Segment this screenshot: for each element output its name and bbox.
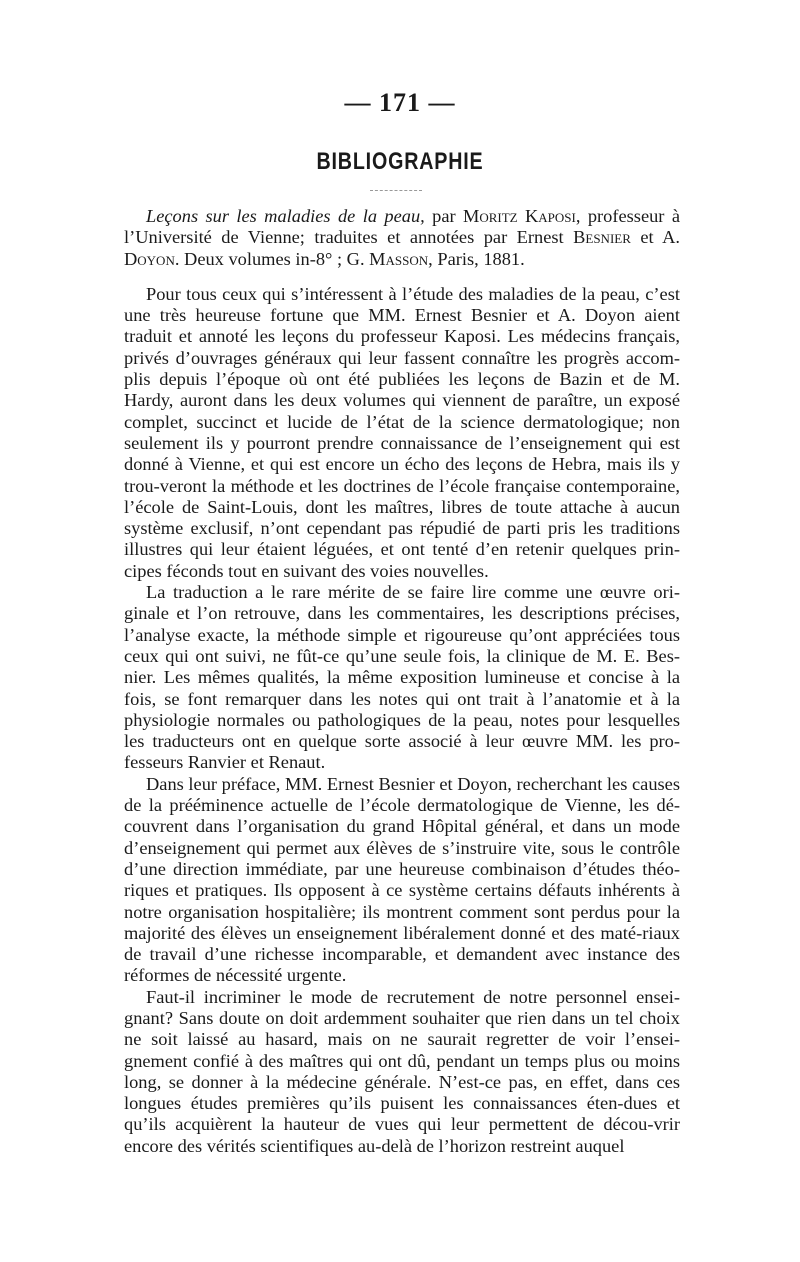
citation-text-5: , Paris, 1881. bbox=[428, 248, 525, 269]
citation-by: par bbox=[424, 206, 463, 226]
citation-text-3: et A. bbox=[630, 227, 680, 248]
paragraph: Faut-il incriminer le mode de recrutement de notre personnel ensei-gnant? Sans doute on doit ardemment souhaiter que rien dans un tel choix ne soit laissé au hasard, mais on ne saurait regretter de voir l’ensei-gnement confié à des maîtres qui ont dû, pendant un temps plus ou moins long, se donner à la médecine générale. N’est-ce pas, en effet, dans ces longues études premières qu’ils puisent les connaissances éten-dues et qu’ils acquièrent la hauteur de vues qui leur permettent de décou-vrir encore des vérités scientifiques au-delà de l’horizon restreint auquel bbox=[124, 986, 680, 1156]
paragraph: Pour tous ceux qui s’intéressent à l’étude des maladies de la peau, c’est une très heureuse fortune que MM. Ernest Besnier et A. Doyon aient traduit et annoté les leçons du professeur Kaposi. Les médecins français, privés d’ouvrages généraux qui leur fassent connaître les progrès accom-plis depuis l’époque où ont été publiées les leçons de Bazin et de M. Hardy, auront dans les deux volumes qui viennent de paraître, un exposé complet, succinct et lucide de l’état de la science dermatologique; non seulement ils y pourront prendre connaissance de l’enseignement qui est donné à Vienne, et qui est encore un écho des leçons de Hebra, mais ils y trou-veront la méthode et les doctrines de l’école française contemporaine, l’école de Saint-Louis, dont les maîtres, libres de toute attache à aucun système exclusif, n’ont cependant pas répudié de parti pris les traditions illustres qui leur étaient léguées, et ont tenté d’en retenir quelques prin-cipes féconds tout en suivant des voies nouvelles. bbox=[124, 283, 680, 581]
citation-text-2: , professeur à l’Université de Vienne; traduites et annotées par Ernest bbox=[124, 206, 680, 248]
citation-author: Moritz Kaposi bbox=[463, 206, 576, 226]
citation-translator-1: Besnier bbox=[573, 227, 631, 248]
citation bbox=[124, 206, 680, 270]
paragraph: Dans leur préface, MM. Ernest Besnier et Doyon, recherchant les causes de la prééminence actuelle de l’école dermatologique de Vienne, les dé-couvrent dans l’organisation du grand Hôpital général, et dans un mode d’enseignement qui permet aux élèves de s’instruire vite, sous le contrôle d’une direction immédiate, par une heureuse combinaison d’études théo-riques et pratiques. Ils opposent à ce système certains défauts inhérents à notre organisation hospitalière; ils montrent comment sont perdus pour la majorité des élèves un enseignement libéralement donné et des maté-riaux de travail d’une richesse incomparable, et demandent avec instance des réformes de nécessité urgente. bbox=[124, 773, 680, 986]
page-number: — 171 — bbox=[344, 88, 456, 117]
paragraph: La traduction a le rare mérite de se faire lire comme une œuvre ori-ginale et l’on retrouve, dans les commentaires, les descriptions précises, l’analyse exacte, la méthode simple et rigoureuse qu’ont appréciées tous ceux qui ont suivi, ne fût-ce qu’une seule fois, la clinique de M. E. Bes-nier. Les mêmes qualités, la même exposition lumineuse et concise à la fois, se font remarquer dans les notes qui ont trait à l’anatomie et à la physiologie normales ou pathologiques de la peau, notes pour lesquelles les traducteurs ont en quelque sorte associé à leur œuvre MM. les pro-fesseurs Ranvier et Renaut. bbox=[124, 582, 680, 773]
citation-title: Leçons sur les maladies de la peau, bbox=[146, 206, 425, 226]
citation-translator-2: Doyon bbox=[124, 248, 175, 269]
citation-text-4: . Deux volumes in-8° ; G. bbox=[174, 248, 370, 269]
text-body bbox=[124, 206, 680, 1157]
section-title: BIBLIOGRAPHIE bbox=[316, 148, 484, 175]
title-divider bbox=[370, 190, 422, 191]
citation-publisher: Masson bbox=[369, 248, 429, 269]
